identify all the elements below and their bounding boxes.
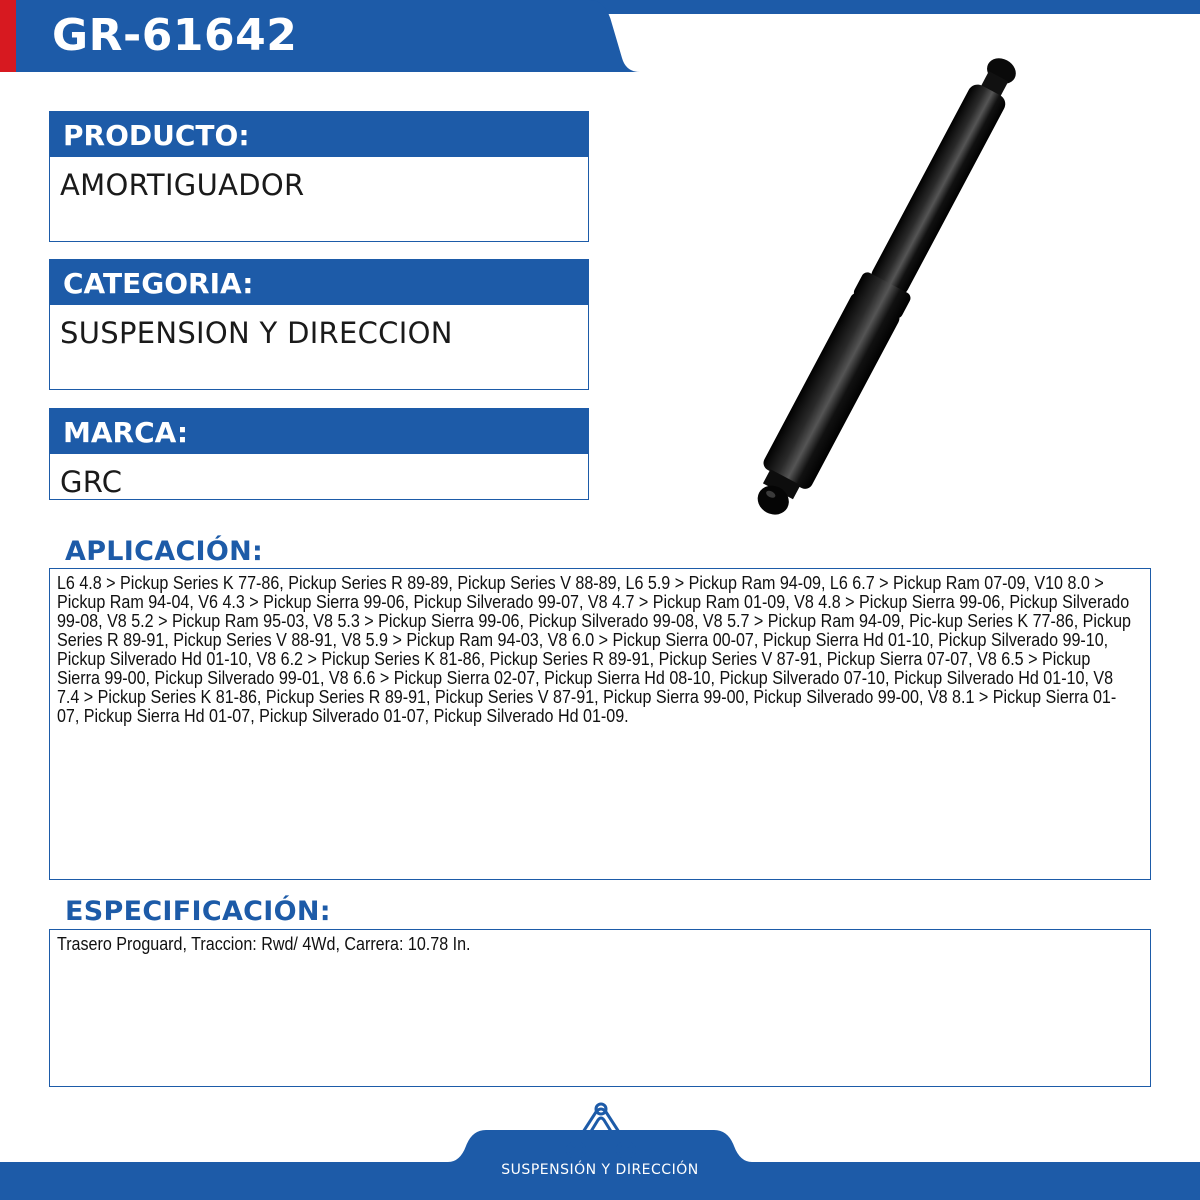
part-number-title: GR-61642 — [52, 10, 298, 61]
producto-label: PRODUCTO: — [50, 112, 588, 160]
categoria-label: CATEGORIA: — [50, 260, 588, 308]
marca-label: MARCA: — [50, 409, 588, 457]
footer-category-label: SUSPENSIÓN Y DIRECCIÓN — [501, 1162, 699, 1178]
categoria-box — [49, 259, 589, 390]
shock-absorber-image — [630, 30, 1140, 550]
especificacion-text: Trasero Proguard, Traccion: Rwd/ 4Wd, Carrera: 10.78 In. — [56, 933, 471, 954]
marca-value: GRC — [60, 465, 123, 499]
marca-box — [49, 408, 589, 500]
aplicacion-box — [49, 568, 1151, 880]
control-arm-icon — [566, 1100, 636, 1162]
categoria-value: SUSPENSION Y DIRECCION — [60, 316, 453, 350]
producto-box — [49, 111, 589, 242]
aplicacion-text: L6 4.8 > Pickup Series K 77-86, Pickup Series R 89-89, Pickup Series V 88-89, L6 5.9 > Pickup Ram 94-09, L6 6.7 > Pickup Ram 07-09, V10 8.0 > Pickup Ram 94-04, V6 4.3 > Pickup Sierra 99-06, Pickup Silverado 99-07, V8 4.7 > Pickup Ram 01-09, V8 4.8 > Pickup Sierra 99-06, Pickup Silverado 99-08, V8 5.2 > Pickup Ram 95-03, V8 5.3 > Pickup Sierra 99-06, Pickup Silverado 99-08, V8 5.7 > Pickup Ram 94-09, Pic-kup Series K 77-86, Pickup Series R 89-91, Pickup Series V 88-91, V8 5.9 > Pickup Ram 94-03, V8 6.0 > Pickup Sierra 00-07, Pickup Sierra Hd 01-10, Pickup Silverado 99-10, Pickup Silverado Hd 01-10, V8 6.2 > Pickup Series K 81-86, Pickup Series R 89-91, Pickup Series V 87-91, Pickup Sierra 07-07, V8 6.5 > Pickup Sierra 99-00, Pickup Silverado 99-01, V8 6.6 > Pickup Sierra 02-07, Pickup Sierra Hd 08-10, Pickup Silverado 07-10, Pickup Silverado Hd 01-10, V8 7.4 > Pickup Series K 81-86, Pickup Series R 89-91, Pickup Series V 87-91, Pickup Sierra 99-00, Pickup Silverado 99-00, V8 8.1 > Pickup Sierra 01-07, Pickup Sierra Hd 01-07, Pickup Silverado 01-07, Pickup Silverado Hd 01-09. — [56, 572, 1131, 726]
aplicacion-title: APLICACIÓN: — [65, 536, 264, 567]
especificacion-box — [49, 929, 1151, 1087]
especificacion-title: ESPECIFICACIÓN: — [65, 896, 331, 927]
producto-value: AMORTIGUADOR — [60, 168, 305, 202]
